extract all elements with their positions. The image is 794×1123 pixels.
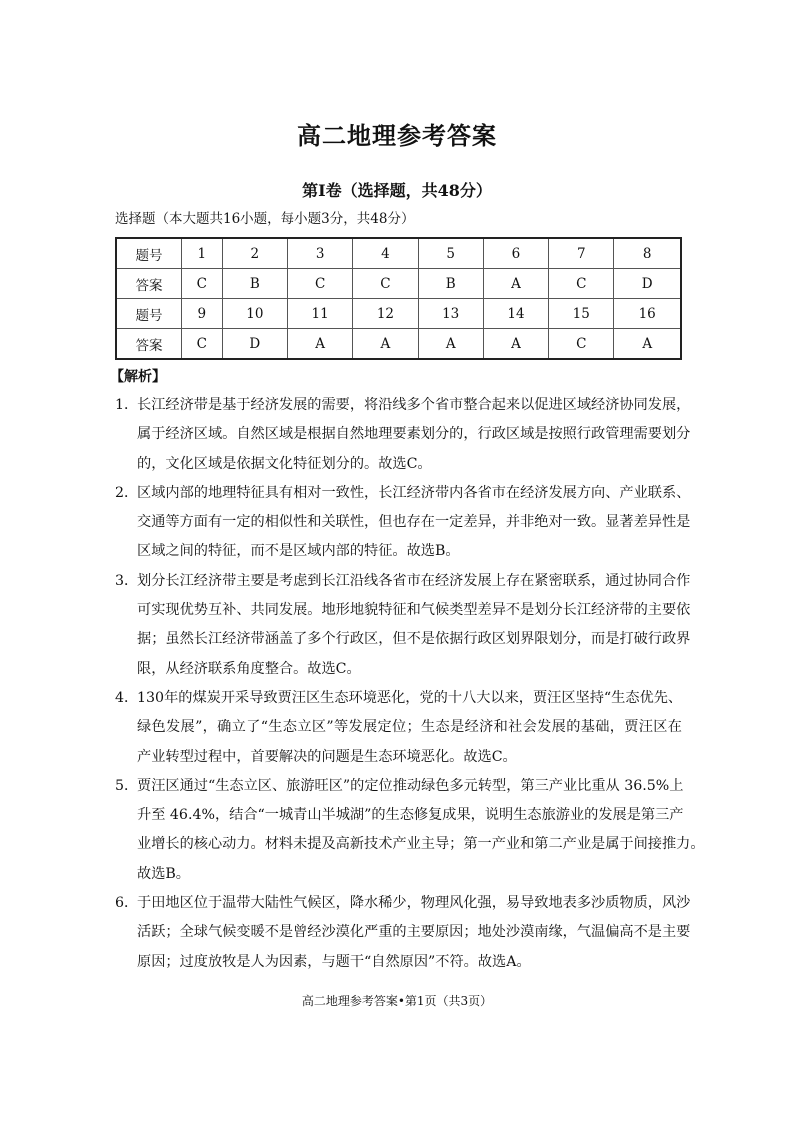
item-text-line: 故选B。 xyxy=(137,865,190,882)
table-cell: 12 xyxy=(353,299,418,329)
table-cell: 13 xyxy=(418,299,483,329)
item-text-line: 长江经济带是基于经济发展的需要，将沿线多个省市整合起来以促进区域经济协同发展， xyxy=(137,397,691,413)
table-cell: B xyxy=(418,269,483,299)
analysis-item xyxy=(115,479,691,567)
table-cell: C xyxy=(353,269,418,299)
section-intro: 选择题（本大题共16小题，每小题3分，共48分） xyxy=(115,211,415,227)
section-title: 第Ⅰ卷（选择题，共48分） xyxy=(302,181,492,200)
item-text-line: 绿色发展”，确立了“生态立区”等发展定位；生态是经济和社会发展的基础，贾汪区在 xyxy=(137,719,682,736)
analysis-list xyxy=(115,391,705,977)
table-cell: D xyxy=(222,329,287,360)
row-header-cell: 题号 xyxy=(116,299,182,329)
table-cell: 6 xyxy=(483,238,548,269)
item-text-line: 区域之间的特征，而不是区域内部的特征。故选B。 xyxy=(137,543,460,560)
table-cell: A xyxy=(483,329,548,360)
table-cell: 8 xyxy=(614,238,681,269)
table-cell: 3 xyxy=(287,238,352,269)
table-cell: B xyxy=(222,269,287,299)
item-text-line: 区域内部的地理特征具有相对一致性，长江经济带内各省市在经济发展方向、产业联系、 xyxy=(137,484,691,501)
item-text-line: 业增长的核心动力。材料未提及高新技术产业主导；第一产业和第二产业是属于间接推力。 xyxy=(137,836,705,853)
table-cell: 2 xyxy=(222,238,287,269)
page-footer: 高二地理参考答案•第1页（共3页） xyxy=(301,994,493,1008)
table-cell: 11 xyxy=(287,299,352,329)
item-text-line: 升至 46.4%，结合“一城青山半城湖”的生态修复成果，说明生态旅游业的发展是第三产 xyxy=(137,807,684,824)
table-cell: 15 xyxy=(549,299,614,329)
table-cell: 16 xyxy=(614,299,681,329)
table-cell: A xyxy=(353,329,418,360)
item-number: 3． xyxy=(115,572,139,589)
table-row xyxy=(116,238,681,269)
table-cell: 7 xyxy=(549,238,614,269)
item-text-line: 交通等方面有一定的相似性和关联性，但也存在一定差异，并非绝对一致。显著差异性是 xyxy=(137,514,691,531)
table-cell: 5 xyxy=(418,238,483,269)
row-header-cell: 答案 xyxy=(116,269,182,299)
item-text-line: 限，从经济联系角度整合。故选C。 xyxy=(137,660,361,677)
table-cell: A xyxy=(287,329,352,360)
analysis-item xyxy=(115,391,691,479)
table-cell: 10 xyxy=(222,299,287,329)
item-text-line: 划分长江经济带主要是考虑到长江沿线各省市在经济发展上存在紧密联系，通过协同合作 xyxy=(137,572,691,589)
item-text-line: 可实现优势互补、共同发展。地形地貌特征和气候类型差异不是划分长江经济带的主要依 xyxy=(137,602,691,619)
table-cell: C xyxy=(549,329,614,360)
table-cell: 4 xyxy=(353,238,418,269)
table-cell: A xyxy=(418,329,483,360)
item-text-line: 于田地区位于温带大陆性气候区，降水稀少，物理风化强，易导致地表多沙质物质，风沙 xyxy=(137,895,691,912)
table-row xyxy=(116,269,681,299)
row-header-cell: 题号 xyxy=(116,238,182,269)
table-cell: 9 xyxy=(182,299,223,329)
item-number: 6． xyxy=(115,895,139,912)
item-text-line: 的，文化区域是依据文化特征划分的。故选C。 xyxy=(137,455,432,472)
item-number: 1． xyxy=(115,397,139,413)
answer-table xyxy=(115,237,682,360)
table-cell: 14 xyxy=(483,299,548,329)
analysis-item xyxy=(115,889,691,977)
item-text-line: 据；虽然长江经济带涵盖了多个行政区，但不是依据行政区划界限划分，而是打破行政界 xyxy=(137,631,691,648)
item-text-line: 贾汪区通过“生态立区、旅游旺区”的定位推动绿色多元转型，第三产业比重从 36.5%上 xyxy=(137,777,684,794)
table-cell: A xyxy=(483,269,548,299)
table-cell: C xyxy=(182,269,223,299)
table-row xyxy=(116,299,681,329)
item-text-line: 原因；过度放牧是人为因素，与题干“自然原因”不符。故选A。 xyxy=(137,953,531,970)
table-cell: A xyxy=(614,329,681,360)
item-text-line: 130年的煤炭开采导致贾汪区生态环境恶化，党的十八大以来，贾汪区坚持“生态优先、 xyxy=(137,689,683,706)
table-cell: C xyxy=(287,269,352,299)
item-number: 2． xyxy=(115,484,139,501)
table-cell: 1 xyxy=(182,238,223,269)
page-title: 高二地理参考答案 xyxy=(297,121,497,150)
analysis-item xyxy=(115,772,705,889)
item-text-line: 产业转型过程中，首要解决的问题是生态环境恶化。故选C。 xyxy=(137,748,517,765)
item-text-line: 活跃；全球气候变暖不是曾经沙漠化严重的主要原因；地处沙漠南缘，气温偏高不是主要 xyxy=(137,924,691,941)
table-row xyxy=(116,329,681,360)
table-cell: C xyxy=(549,269,614,299)
table-cell: D xyxy=(614,269,681,299)
item-text-line: 属于经济区域。自然区域是根据自然地理要素划分的，行政区域是按照行政管理需要划分 xyxy=(137,426,691,443)
analysis-item xyxy=(115,684,682,772)
item-number: 4． xyxy=(115,689,139,706)
analysis-item xyxy=(115,567,691,684)
table-cell: C xyxy=(182,329,223,360)
row-header-cell: 答案 xyxy=(116,329,182,360)
analysis-heading: 【解析】 xyxy=(110,369,166,385)
item-number: 5． xyxy=(115,777,139,794)
